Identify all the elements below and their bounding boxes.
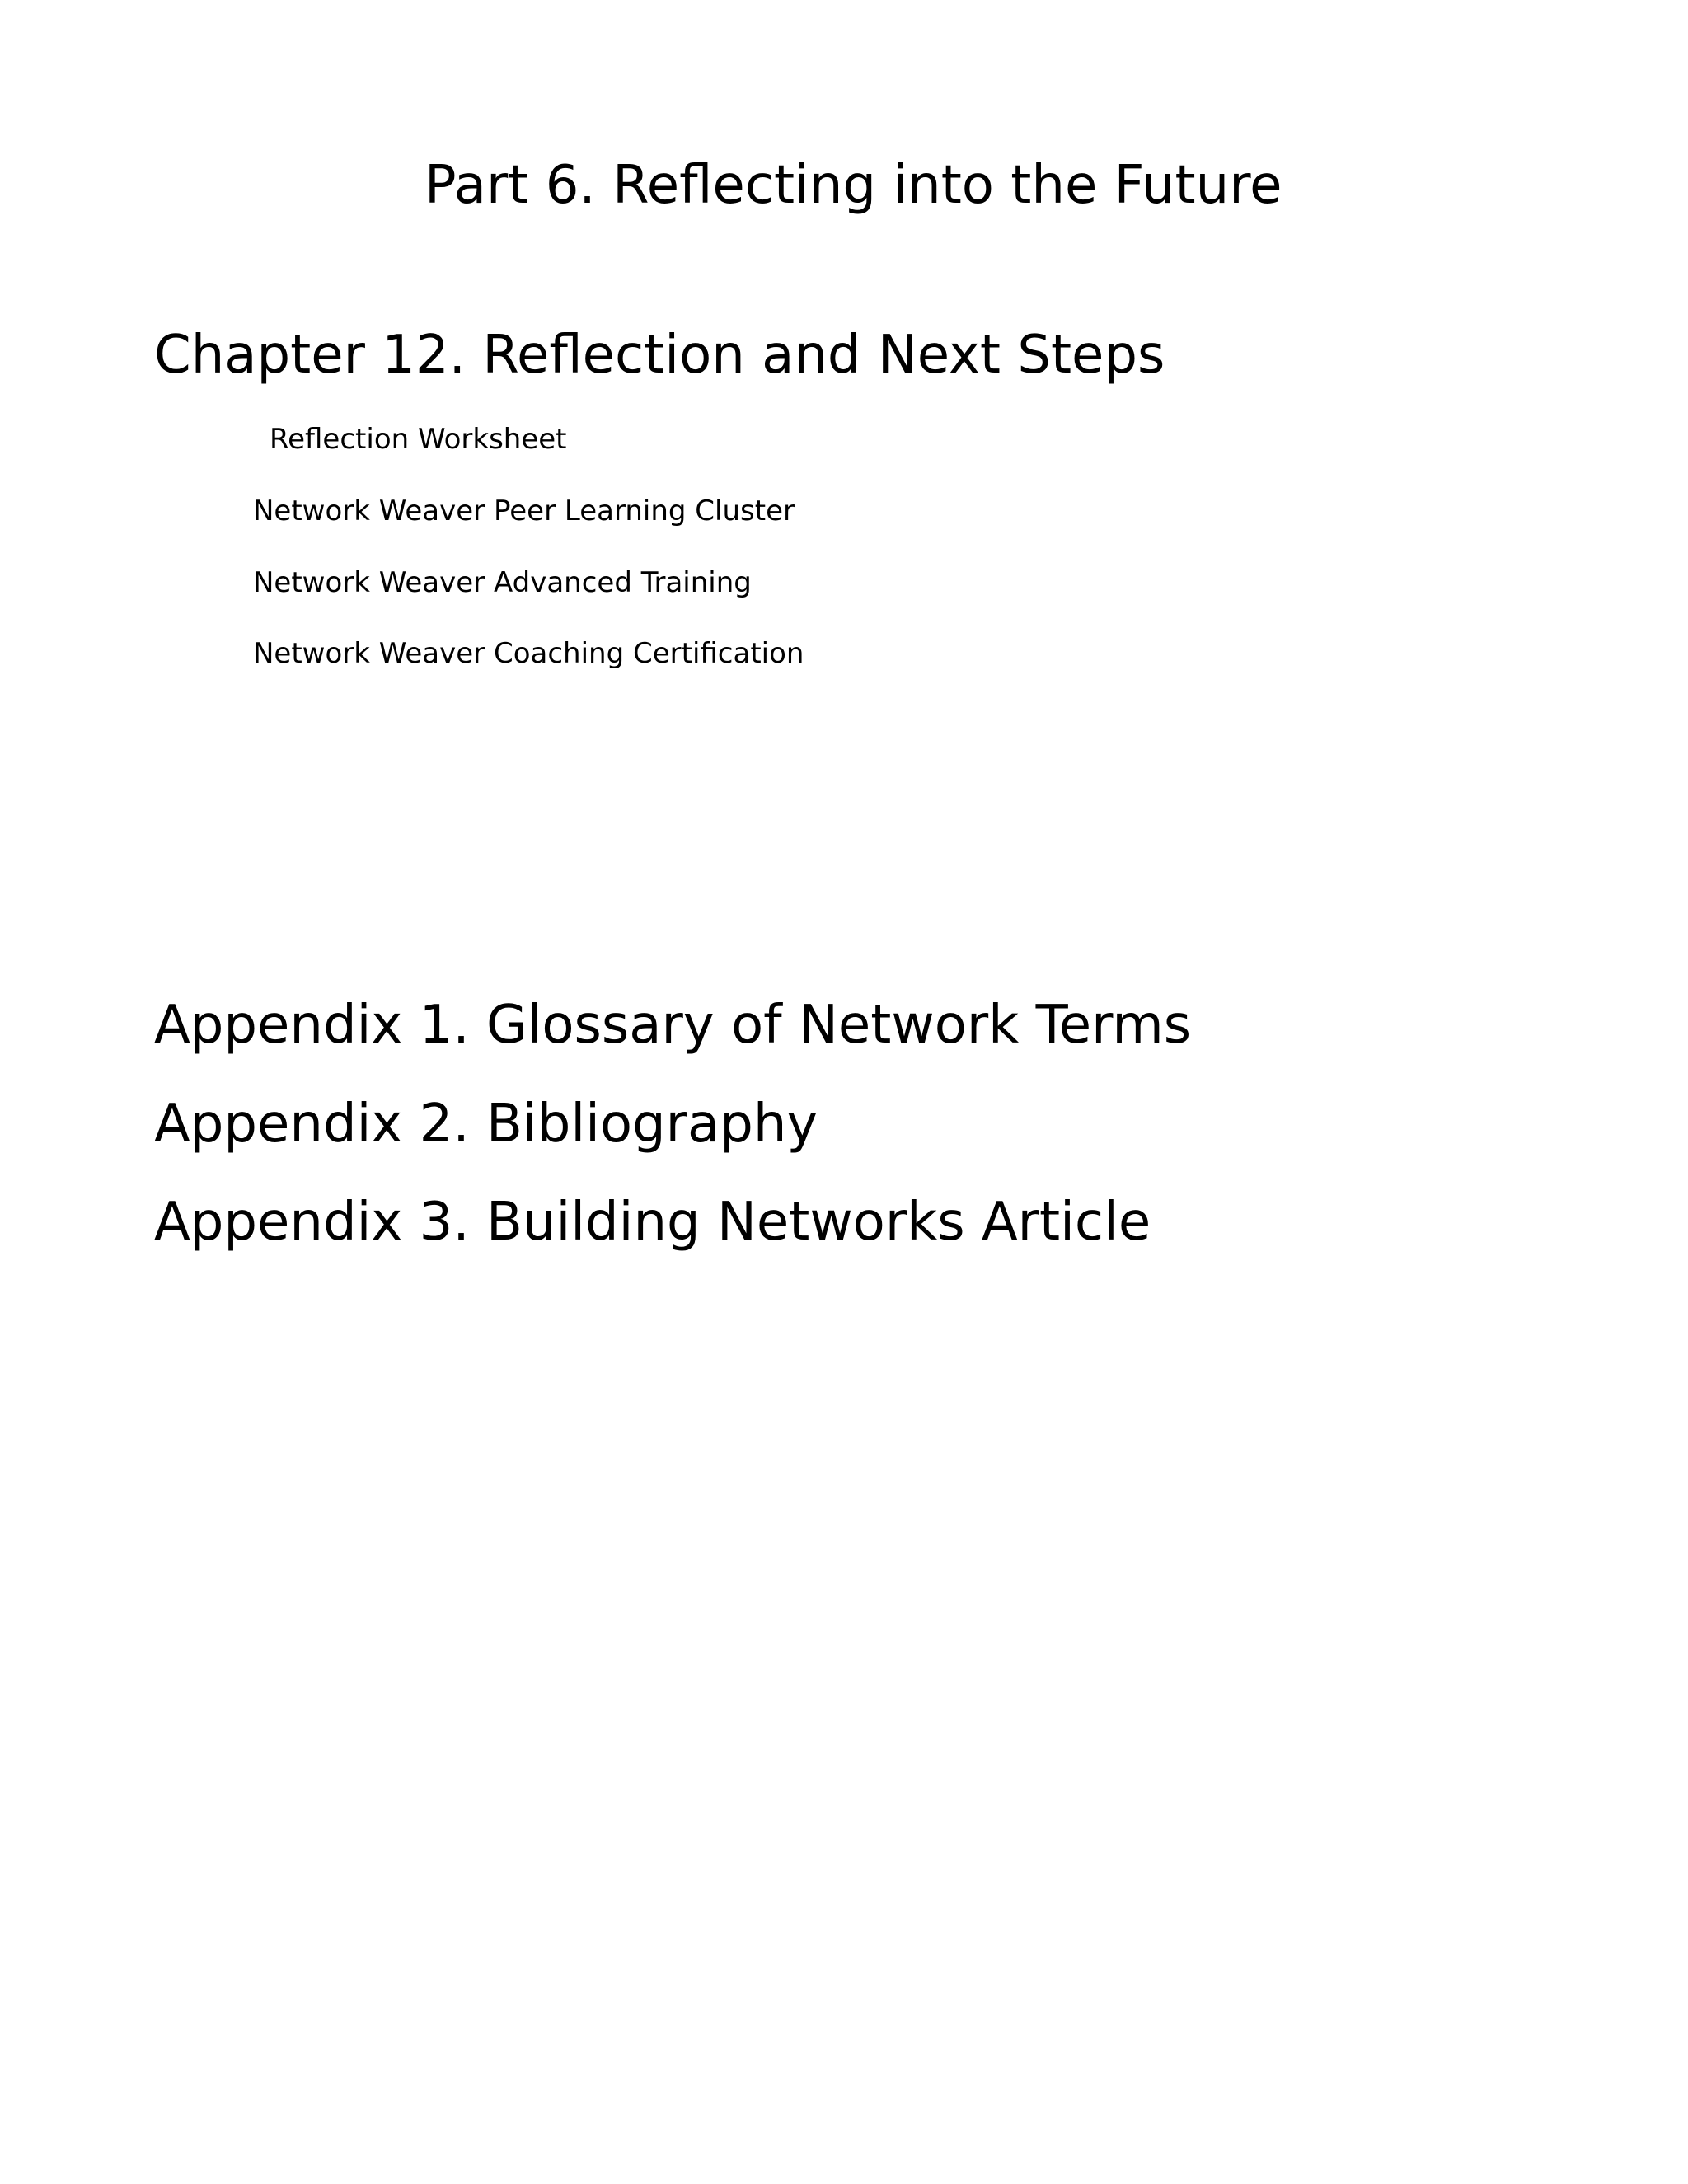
appendix-1-glossary: Appendix 1. Glossary of Network Terms <box>154 995 1192 1056</box>
chapter-title: Chapter 12. Reflection and Next Steps <box>154 325 1165 386</box>
appendix-2-bibliography: Appendix 2. Bibliography <box>154 1094 818 1155</box>
chapter-item-coaching-certification: Network Weaver Coaching Certification <box>253 637 804 670</box>
chapter-item-advanced-training: Network Weaver Advanced Training <box>253 566 752 599</box>
chapter-item-peer-learning-cluster: Network Weaver Peer Learning Cluster <box>253 494 795 527</box>
part-title: Part 6. Reflecting into the Future <box>424 155 1282 216</box>
chapter-item-reflection-worksheet: Reflection Worksheet <box>270 423 567 456</box>
appendix-3-building-networks: Appendix 3. Building Networks Article <box>154 1192 1151 1253</box>
